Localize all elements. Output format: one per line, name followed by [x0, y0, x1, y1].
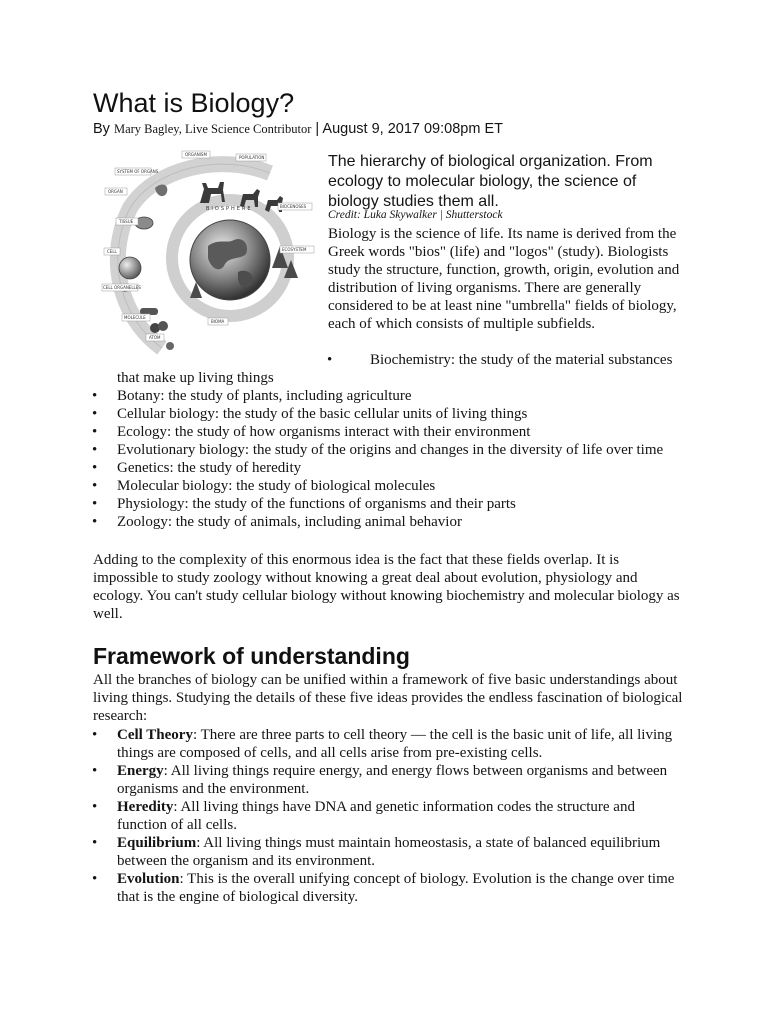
bullet-icon: • [92, 763, 98, 779]
intro-paragraph: Biology is the science of life. Its name is derived from the Greek words "bios" (life) and "logos" (study). Biologists study the structure, function, growth, origin, evolution and distribution of living organisms. There are generally considered to be at least nine "umbrella" fields of biology, each of which consists of multiple subfields. [328, 226, 680, 332]
figure-credit: Credit: Luka Skywalker | Shutterstock [328, 209, 503, 221]
field-biochemistry: Biochemistry: the study of the material substances that make up living things [117, 352, 673, 386]
bullet-icon: • [92, 388, 98, 404]
figure-label-tissue: TISSUE [119, 219, 134, 224]
list-item [92, 834, 682, 870]
byline-author: Mary Bagley, Live Science Contributor [113, 122, 312, 136]
framework-term-energy: Energy [117, 763, 164, 779]
list-item [117, 351, 677, 387]
bullet-icon: • [92, 406, 98, 422]
byline-date: August 9, 2017 09:08pm ET [322, 121, 503, 137]
list-item [92, 441, 682, 459]
bullet-icon: • [92, 835, 98, 851]
framework-text-energy: : All living things require energy, and energy flows between organisms and between organisms and the environment. [117, 763, 668, 797]
framework-intro-paragraph: All the branches of biology can be unified within a framework of five basic understandings about living things. Studying the details of these five ideas provides the endless fascination of biological research: [93, 672, 683, 724]
list-item [92, 405, 682, 423]
byline-prefix: By [93, 121, 110, 137]
framework-text-evolution: : This is the overall unifying concept of biology. Evolution is the change over time that is the engine of biological diversity. [117, 871, 675, 905]
figure-label-biosphere: BIOSPHERE [206, 206, 253, 212]
field-genetics: Genetics: the study of heredity [117, 460, 302, 476]
field-physiology: Physiology: the study of the functions of organisms and their parts [117, 496, 516, 512]
field-botany: Botany: the study of plants, including agriculture [117, 388, 412, 404]
figure-label-ecosystem: ECOSYSTEM [282, 247, 307, 252]
framework-text-heredity: : All living things have DNA and genetic information codes the structure and function of all cells. [117, 799, 635, 833]
figure-label-atom: ATOM [149, 335, 161, 340]
bullet-icon: • [92, 442, 98, 458]
figure-label-bioma: BIOMA [211, 319, 225, 324]
framework-text-cell-theory: : There are three parts to cell theory — the cell is the basic unit of life, all living things are composed of cells, and all cells arise from pre-existing cells. [117, 727, 673, 761]
figure-label-molecule: MOLECULE [124, 315, 146, 320]
framework-list [92, 726, 682, 906]
framework-term-cell-theory: Cell Theory [117, 727, 193, 743]
bullet-icon: • [327, 352, 333, 368]
field-cellular-biology: Cellular biology: the study of the basic cellular units of living things [117, 406, 528, 422]
biology-fields-list [92, 387, 682, 531]
framework-term-equilibrium: Equilibrium [117, 835, 197, 851]
bullet-icon: • [92, 799, 98, 815]
list-item [92, 513, 682, 531]
figure-label-biocenoses: BIOCENOSES [280, 204, 307, 209]
bullet-icon: • [92, 871, 98, 887]
list-item [92, 477, 682, 495]
bullet-icon: • [92, 496, 98, 512]
bullet-icon: • [92, 424, 98, 440]
figure-label-organism: ORGANISM [185, 152, 207, 157]
field-molecular-biology: Molecular biology: the study of biological molecules [117, 478, 436, 494]
field-evolutionary-biology: Evolutionary biology: the study of the origins and changes in the diversity of life over time [117, 442, 664, 458]
figure-label-system-of-organs: SYSTEM OF ORGANS [117, 169, 159, 174]
list-item [92, 495, 682, 513]
figure-caption: The hierarchy of biological organization. From ecology to molecular biology, the science of biology studies them all. [328, 153, 653, 210]
field-ecology: Ecology: the study of how organisms interact with their environment [117, 424, 531, 440]
framework-term-heredity: Heredity [117, 799, 174, 815]
figure-label-organ: ORGAN [108, 189, 123, 194]
list-item [92, 726, 682, 762]
byline [93, 120, 503, 138]
list-item [92, 423, 682, 441]
biological-hierarchy-diagram-icon [100, 148, 320, 363]
field-zoology: Zoology: the study of animals, including animal behavior [117, 514, 462, 530]
bullet-icon: • [92, 727, 98, 743]
figure-label-cell: CELL [107, 249, 117, 254]
list-item [92, 762, 682, 798]
figure-label-population: POPULATION [239, 155, 265, 160]
framework-term-evolution: Evolution [117, 871, 180, 887]
list-item [92, 798, 682, 834]
framework-text-equilibrium: : All living things must maintain homeostasis, a state of balanced equilibrium between the organism and its environment. [117, 835, 661, 869]
byline-separator: | [315, 121, 320, 137]
bullet-icon: • [92, 460, 98, 476]
list-item [92, 387, 682, 405]
figure-label-cell-organelles: CELL ORGANELLES [103, 285, 141, 290]
bullet-icon: • [92, 514, 98, 530]
section-heading: Framework of understanding [93, 643, 410, 669]
bullet-icon: • [92, 478, 98, 494]
list-item [92, 459, 682, 477]
overlap-paragraph: Adding to the complexity of this enormous idea is the fact that these fields overlap. It is impossible to study zoology without knowing a great deal about evolution, physiology and ecology. You can't study cellular biology without knowing biochemistry and molecular biology as well. [93, 552, 680, 622]
list-item [92, 870, 682, 906]
article-title: What is Biology? [93, 88, 295, 118]
